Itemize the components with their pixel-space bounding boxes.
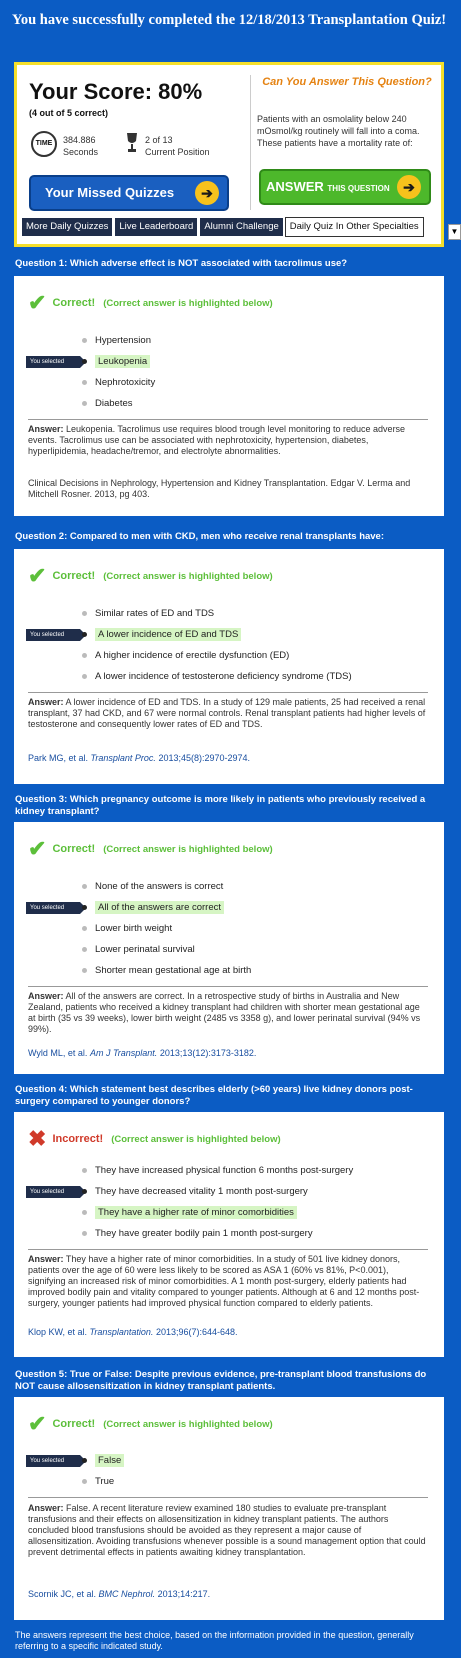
option-label: Diabetes <box>95 398 133 409</box>
you-selected-tag: You selected <box>26 902 80 914</box>
option-item-selected <box>82 628 241 642</box>
answer-question-button[interactable] <box>259 169 431 205</box>
option-label-correct: False <box>95 1454 124 1467</box>
question-number: Question 2: <box>15 531 68 542</box>
bullet-icon <box>82 968 87 973</box>
option-item-selected <box>82 901 224 915</box>
bullet-icon <box>82 401 87 406</box>
bullet-icon <box>82 632 87 637</box>
highlight-note: (Correct answer is highlighted below) <box>103 297 273 309</box>
bullet-icon <box>82 926 87 931</box>
divider <box>28 419 428 420</box>
bullet-icon <box>82 338 87 343</box>
score-panel <box>14 62 444 247</box>
citation <box>28 753 428 764</box>
checkmark-icon: ✔ <box>28 1411 47 1436</box>
option-item <box>82 670 352 684</box>
answer-explanation <box>28 424 428 457</box>
time-value: 384.886 <box>63 135 96 145</box>
result-label: Incorrect! <box>52 1132 104 1145</box>
question-3-card <box>14 822 444 1074</box>
option-item <box>82 376 155 390</box>
option-label: Lower birth weight <box>95 923 173 934</box>
checkmark-icon: ✔ <box>28 836 47 861</box>
citation-journal: Am J Transplant. <box>89 1048 158 1058</box>
option-item-selected <box>82 355 150 369</box>
promo-text: Patients with an osmolality below 240 mOsmol/kg routinely will fall into a coma. These patients have a mortality rate of: <box>257 114 420 148</box>
question-2-title <box>15 531 445 543</box>
option-label: Shorter mean gestational age at birth <box>95 965 252 976</box>
option-item <box>82 1206 297 1220</box>
option-label: They have increased physical function 6 months post-surgery <box>95 1165 354 1176</box>
answer-text: False. A recent literature review examined 180 studies to evaluate pre-transplant transfusions and their effects on allosensitization in kidney transplant patients. The authors concluded blood transfusions should be avoided as they represent a major cause of allosensitization. Avoiding transfusions whenever possible is a sound management option that could prevent detrimental effects in patients awaiting kidney transplantation. <box>28 1503 426 1557</box>
result-line <box>28 563 273 589</box>
highlight-note: (Correct answer is highlighted below) <box>103 570 273 582</box>
question-number: Question 4: <box>15 1084 68 1095</box>
option-label: A higher incidence of erectile dysfunction (ED) <box>95 650 290 661</box>
bullet-icon <box>82 653 87 658</box>
promo-title: Can You Answer This Question? <box>262 76 432 88</box>
citation: Clinical Decisions in Nephrology, Hypertension and Kidney Transplantation. Edgar V. Lerma and Mitchell Rosner. 2013, pg 403. <box>28 478 411 499</box>
result-line <box>28 290 273 316</box>
question-text: Which pregnancy outcome is more likely in patients who previously received a kidney transplant? <box>15 794 426 817</box>
question-number: Question 1: <box>15 258 68 269</box>
divider <box>28 986 428 987</box>
question-1-card <box>14 276 444 516</box>
question-5-title <box>15 1369 445 1393</box>
citation-journal: BMC Nephrol. <box>98 1589 156 1599</box>
option-label: Hypertension <box>95 335 151 346</box>
score-subtitle: (4 out of 5 correct) <box>29 108 109 118</box>
bullet-icon <box>82 947 87 952</box>
option-label-correct: A lower incidence of ED and TDS <box>95 628 241 641</box>
result-label: Correct! <box>52 569 96 582</box>
arrow-right-icon: ➔ <box>397 175 421 199</box>
option-item <box>82 334 151 348</box>
time-readout <box>63 134 98 158</box>
citation-journal: Transplant Proc. <box>90 753 156 763</box>
question-text: True or False: Despite previous evidence, pre-transplant blood transfusions do NOT cause allosensitization in kidney transplant patients. <box>15 1369 427 1392</box>
option-item <box>82 649 289 663</box>
answer-label: Answer: <box>28 424 64 434</box>
result-line <box>28 836 273 862</box>
answer-label: Answer: <box>28 1254 64 1264</box>
result-label: Correct! <box>52 1417 96 1430</box>
bullet-icon <box>82 1168 87 1173</box>
question-4-title <box>15 1084 445 1108</box>
answer-text: They have a higher rate of minor comorbidities. In a study of 501 live kidney donors, patients over the age of 60 were less likely to be scored as ASA 1 (60% vs 81%, P<0.001), signifying an increased risk of minor comorbidities. A 1 month post-surgery, elderly patients had improved bodily pain and vitality compared to younger patients. Although at 6 and 12 months post-surgery, younger patients had improved physical function compared to elderly patients. <box>28 1254 420 1308</box>
question-number: Question 3: <box>15 794 68 805</box>
bullet-icon <box>82 1189 87 1194</box>
question-text: Which statement best describes elderly (>60 years) live kidney donors post-surgery compared to younger donors? <box>15 1084 413 1107</box>
result-line <box>28 1126 281 1152</box>
option-label-correct: Leukopenia <box>95 355 150 368</box>
time-unit: Seconds <box>63 147 99 157</box>
answer-explanation <box>28 1254 428 1309</box>
option-label: A lower incidence of testosterone deficiency syndrome (TDS) <box>95 671 352 682</box>
answer-button-label: ANSWER <box>266 179 324 194</box>
answer-text: Leukopenia. Tacrolimus use requires blood trough level monitoring to reduce adverse events. Tacrolimus use can be associated with nephrotoxicity, hypertension, diabetes, hyperlipidemia, headache/tremor, and electrolyte abnormalities. <box>28 424 406 456</box>
result-line <box>28 1411 273 1437</box>
quiz-tabs <box>21 217 425 237</box>
you-selected-tag: You selected <box>26 1455 80 1467</box>
option-item <box>82 607 214 621</box>
bullet-icon <box>82 1479 87 1484</box>
option-label: They have greater bodily pain 1 month post-surgery <box>95 1228 313 1239</box>
option-item <box>82 1227 313 1241</box>
answer-label: Answer: <box>28 697 64 707</box>
tab-more-daily-quizzes[interactable]: More Daily Quizzes <box>21 217 113 237</box>
citation <box>28 1589 428 1600</box>
option-label-correct: All of the answers are correct <box>95 901 224 914</box>
answer-explanation <box>28 1503 428 1558</box>
option-item <box>82 1475 114 1489</box>
citation-details: 2013;45(8):2970-2974. <box>158 753 251 763</box>
option-label: True <box>95 1476 115 1487</box>
bullet-icon <box>82 359 87 364</box>
question-5-card <box>14 1397 444 1620</box>
question-text: Which adverse effect is NOT associated with tacrolimus use? <box>69 258 348 269</box>
checkmark-icon: ✔ <box>28 290 47 315</box>
answer-label: Answer: <box>28 991 64 1001</box>
close-x-icon: ✖ <box>28 1126 47 1151</box>
option-label: Lower perinatal survival <box>95 944 195 955</box>
question-1-title <box>15 258 445 270</box>
you-selected-tag: You selected <box>26 629 80 641</box>
citation <box>28 1048 428 1059</box>
page-title: You have successfully completed the 12/18/2013 Transplantation Quiz! <box>12 12 447 28</box>
result-label: Correct! <box>52 296 96 309</box>
result-label: Correct! <box>52 842 96 855</box>
option-item-selected <box>82 1454 124 1468</box>
bullet-icon <box>82 611 87 616</box>
citation-author: Park MG, et al. <box>28 753 89 763</box>
question-number: Question 5: <box>15 1369 68 1380</box>
citation-details: 2013;96(7):644-648. <box>155 1327 238 1337</box>
chevron-down-icon[interactable]: ▼ <box>448 224 461 240</box>
option-item <box>82 964 251 978</box>
option-item-selected <box>82 1185 308 1199</box>
position-readout <box>145 134 210 158</box>
bullet-icon <box>82 380 87 385</box>
option-label: None of the answers is correct <box>95 881 224 892</box>
option-item <box>82 922 172 936</box>
option-label: They have decreased vitality 1 month post-surgery <box>95 1186 308 1197</box>
answer-text: All of the answers are correct. In a retrospective study of births in Australia and New Zealand, patients who received a kidney transplant had children with shorter mean gestational age at birth (35 vs 39 weeks), lower birth weight (2485 vs 3358 g), and lower perinatal survival (94% vs 99%). <box>28 991 421 1034</box>
citation-details: 2013;14:217. <box>157 1589 211 1599</box>
bullet-icon <box>82 1210 87 1215</box>
citation-details: 2013;13(12):3173-3182. <box>159 1048 257 1058</box>
missed-quizzes-label: Your Missed Quizzes <box>45 185 175 200</box>
citation-author: Klop KW, et al. <box>28 1327 88 1337</box>
highlight-note: (Correct answer is highlighted below) <box>103 843 273 855</box>
position-label: Current Position <box>145 147 210 157</box>
panel-divider <box>250 75 251 210</box>
trophy-icon <box>125 132 139 154</box>
citation <box>28 1327 428 1338</box>
answer-button-sublabel: THIS QUESTION <box>327 184 390 193</box>
tab-live-leaderboard[interactable]: Live Leaderboard <box>114 217 198 237</box>
option-item <box>82 943 195 957</box>
question-4-card <box>14 1112 444 1357</box>
answer-label: Answer: <box>28 1503 64 1513</box>
score-title: Your Score: 80% <box>29 79 203 104</box>
score-summary <box>17 65 242 215</box>
bullet-icon <box>82 1458 87 1463</box>
divider <box>28 1497 428 1498</box>
option-label: Nephrotoxicity <box>95 377 156 388</box>
you-selected-tag: You selected <box>26 356 80 368</box>
answer-explanation <box>28 697 428 730</box>
footer-disclaimer: The answers represent the best choice, based on the information provided in the question, generally referring to a specific indicated study. <box>15 1630 414 1651</box>
citation-journal: Transplantation. <box>89 1327 154 1337</box>
bullet-icon <box>82 674 87 679</box>
question-text: Compared to men with CKD, men who receive renal transplants have: <box>69 531 385 542</box>
option-label: Similar rates of ED and TDS <box>95 608 215 619</box>
checkmark-icon: ✔ <box>28 563 47 588</box>
answer-explanation <box>28 991 428 1035</box>
stopwatch-icon: TIME <box>31 131 57 157</box>
arrow-right-icon: ➔ <box>195 181 219 205</box>
option-label-correct: They have a higher rate of minor comorbidities <box>95 1206 297 1219</box>
tab-other-specialties[interactable]: Daily Quiz In Other Specialties <box>285 217 424 237</box>
missed-quizzes-button[interactable] <box>29 175 229 211</box>
bullet-icon <box>82 905 87 910</box>
tab-alumni-challenge[interactable]: Alumni Challenge <box>199 217 283 237</box>
answer-text: A lower incidence of ED and TDS. In a study of 129 male patients, 25 had received a renal transplant, 37 had CKD, and 67 were normal controls. Renal transplant patients had higher levels of testosterone and consequently lower rates of ED and TDS. <box>28 697 426 729</box>
divider <box>28 692 428 693</box>
question-2-card <box>14 549 444 784</box>
highlight-note: (Correct answer is highlighted below) <box>111 1133 281 1145</box>
position-value: 2 of 13 <box>145 135 173 145</box>
citation-author: Wyld ML, et al. <box>28 1048 88 1058</box>
divider <box>28 1249 428 1250</box>
question-3-title <box>15 794 445 818</box>
citation-author: Scornik JC, et al. <box>28 1589 97 1599</box>
highlight-note: (Correct answer is highlighted below) <box>103 1418 273 1430</box>
option-item <box>82 880 223 894</box>
option-item <box>82 1164 353 1178</box>
bullet-icon <box>82 1231 87 1236</box>
bullet-icon <box>82 884 87 889</box>
option-item <box>82 397 133 411</box>
you-selected-tag: You selected <box>26 1186 80 1198</box>
